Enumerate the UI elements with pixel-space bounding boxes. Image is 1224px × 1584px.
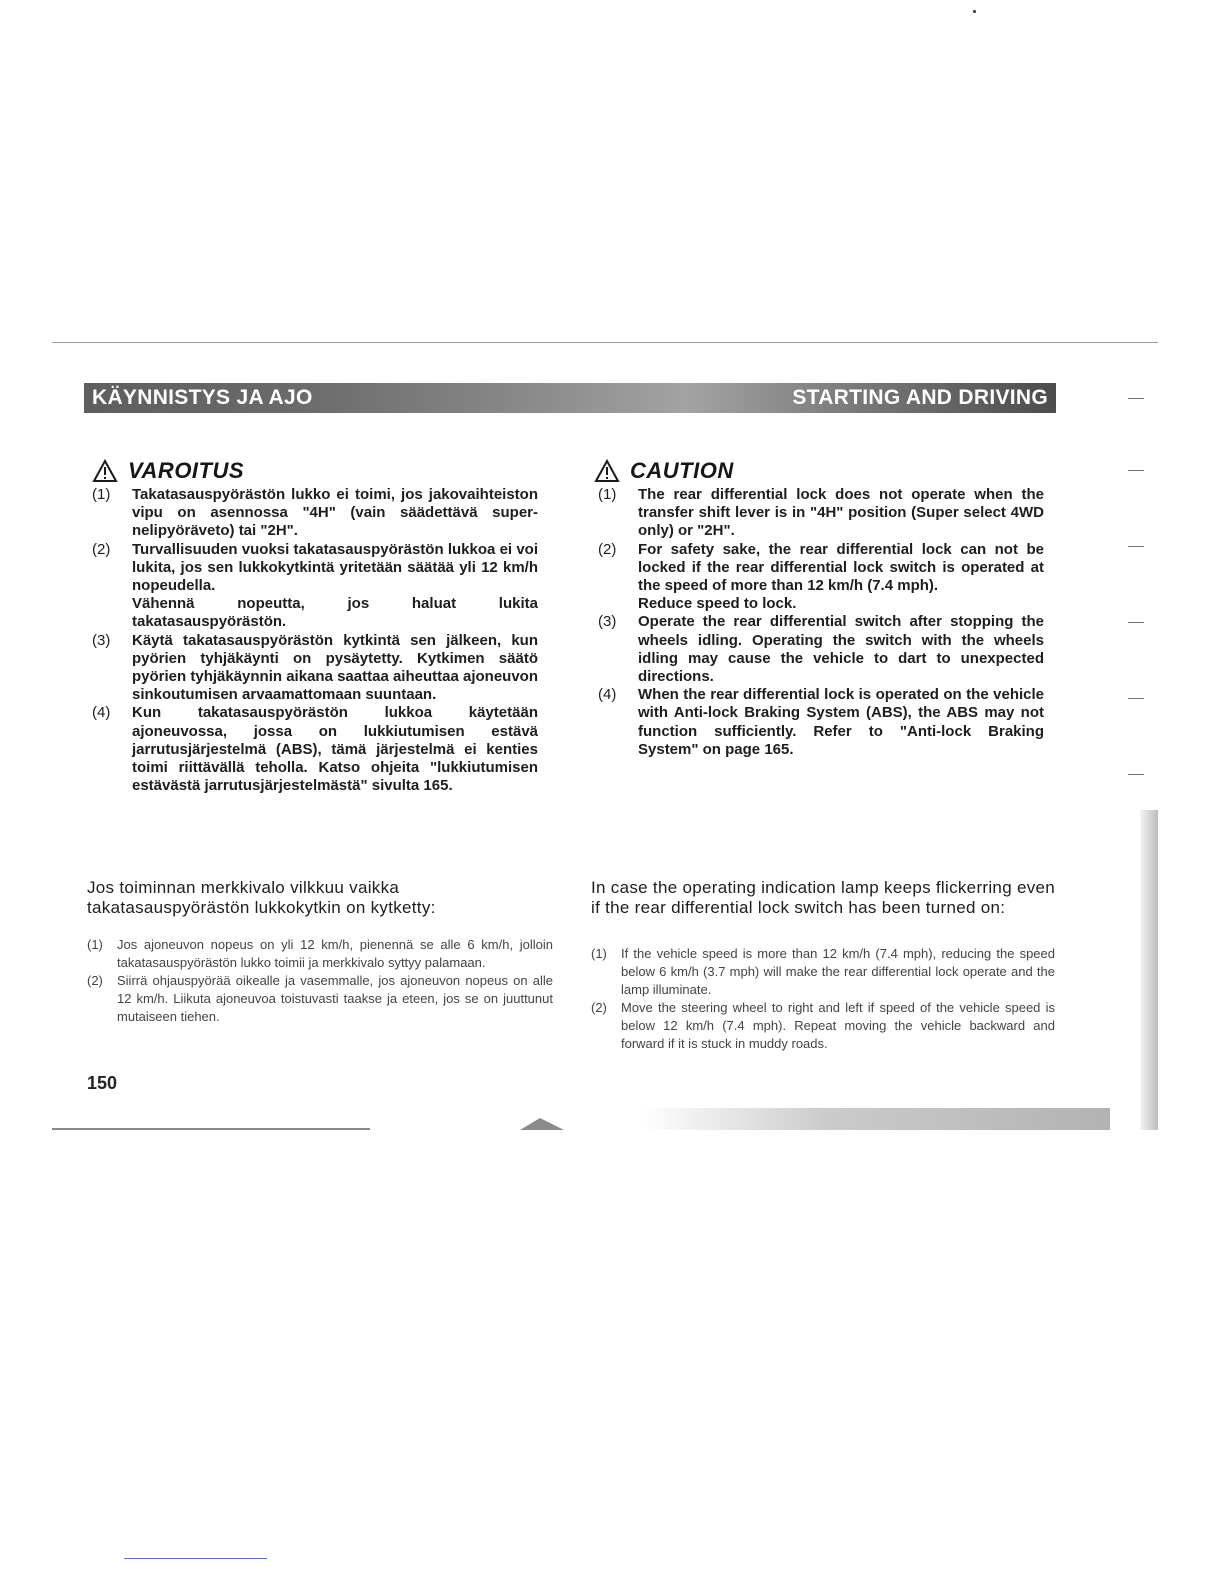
item-text: The rear differential lock does not operate when the transfer shift lever is in "4H" position (Super select 4WD only) or "2H".	[638, 486, 1044, 540]
tab-mark	[1128, 546, 1144, 547]
note-list-en	[591, 945, 1055, 1053]
page-number: 150	[87, 1073, 118, 1093]
blue-underline	[124, 1558, 267, 1559]
item-text: Operate the rear differential switch after stopping the wheels idling. Operating the switch with the wheels idling may cause the vehicle to dart to unexpected directions.	[638, 613, 1044, 686]
tab-mark	[1128, 622, 1144, 623]
tab-mark	[1128, 470, 1144, 471]
item-text: If the vehicle speed is more than 12 km/h (7.4 mph), reducing the speed below 6 km/h (3.7 mph) will make the rear differential lock operate and the lamp illuminate.	[621, 946, 1055, 997]
caution-title-text-en: CAUTION	[630, 458, 734, 483]
note-list-fi	[87, 936, 553, 1026]
section-header-band	[84, 383, 1056, 413]
tab-mark	[1128, 398, 1144, 399]
bottom-rule	[52, 1128, 370, 1130]
tab-mark	[1128, 698, 1144, 699]
item-extra-text: Vähennä nopeutta, jos haluat lukita takatasauspyörästön.	[132, 595, 538, 631]
warning-triangle-icon	[92, 459, 118, 483]
item-text-group	[638, 541, 1044, 614]
warning-list-fi	[92, 486, 538, 795]
list-item	[92, 632, 538, 705]
item-number: (2)	[87, 973, 103, 988]
section-title-fi: KÄYNNISTYS JA AJO	[92, 386, 313, 409]
warning-title-fi	[92, 458, 244, 484]
section-title-en: STARTING AND DRIVING	[792, 386, 1048, 409]
scan-shadow	[640, 1108, 1110, 1130]
list-item	[598, 486, 1044, 541]
note-heading-en: In case the operating indication lamp keeps flickerring even if the rear differential lock switch has been turned on:	[591, 878, 1056, 917]
item-text: When the rear differential lock is operated on the vehicle with Anti-lock Braking System (ABS), the ABS may not function sufficiently. Refer to "Anti-lock Braking System" on page 165.	[638, 686, 1044, 758]
tab-mark	[1128, 774, 1144, 775]
scan-mark-shape	[520, 1116, 564, 1130]
list-item	[591, 945, 1055, 999]
list-item	[87, 972, 553, 1026]
item-text-group	[132, 541, 538, 632]
item-number: (1)	[591, 946, 607, 961]
item-number: (1)	[598, 486, 617, 503]
page-edge-strip	[1140, 810, 1158, 1130]
item-number: (3)	[598, 613, 617, 631]
item-number: (4)	[598, 686, 617, 704]
item-number: (2)	[591, 1000, 607, 1015]
item-extra-text: Reduce speed to lock.	[638, 595, 797, 613]
list-item	[598, 541, 1044, 614]
item-text: Jos ajoneuvon nopeus on yli 12 km/h, pienennä se alle 6 km/h, jolloin takatasauspyörästön lukko toimii ja merkkivalo syttyy palamaan.	[117, 937, 553, 970]
warning-title-text-fi: VAROITUS	[128, 458, 245, 483]
list-item	[87, 936, 553, 972]
caution-title-en	[594, 458, 734, 484]
top-rule	[52, 342, 1158, 343]
list-item	[92, 541, 538, 632]
list-item	[598, 613, 1044, 686]
item-text: Turvallisuuden vuoksi takatasauspyörästön lukkoa ei voi lukita, jos sen lukkokytkintä yritetään säätää yli 12 km/h nopeudella.	[132, 540, 538, 595]
item-text: Siirrä ohjauspyörää oikealle ja vasemmalle, jos ajoneuvon nopeus on alle 12 km/h. Liikuta ajoneuvoa toistuvasti taakse ja eteen, jos se on juuttunut mutaiseen tiehen.	[117, 973, 553, 1024]
list-item	[598, 686, 1044, 759]
item-text: Move the steering wheel to right and left if speed of the vehicle speed is below 12 km/h (7.4 mph). Repeat moving the vehicle backward and forward if it is stuck in muddy roads.	[621, 1000, 1055, 1051]
item-text: For safety sake, the rear differential lock can not be locked if the rear differential lock switch is operated at the speed of more than 12 km/h (7.4 mph).	[638, 540, 1044, 595]
item-number: (1)	[92, 486, 111, 503]
item-number: (2)	[92, 540, 111, 558]
item-number: (4)	[92, 704, 111, 722]
list-item	[92, 704, 538, 795]
item-text: Takatasauspyörästön lukko ei toimi, jos jakovaihteiston vipu on asennossa "4H" (vain säädettävä super-nelipyöräveto) tai "2H".	[132, 486, 538, 540]
item-text: Käytä takatasauspyörästön kytkintä sen jälkeen, kun pyörien tyhjäkäynti on pysäytetty. Kytkimen säätö pyörien tyhjäkäynnin aikana saattaa aiheuttaa ajoneuvon sinkoutumisen arvaamattomaan suuntaan.	[132, 631, 538, 704]
list-item	[92, 486, 538, 541]
item-number: (1)	[87, 937, 103, 952]
item-number: (2)	[598, 540, 617, 558]
note-heading-fi: Jos toiminnan merkkivalo vilkkuu vaikka takatasauspyörästön lukkokytkin on kytketty:	[87, 878, 436, 917]
caution-list-en	[598, 486, 1044, 759]
warning-triangle-icon	[594, 459, 620, 483]
scan-dot	[973, 10, 976, 13]
list-item	[591, 999, 1055, 1053]
item-text: Kun takatasauspyörästön lukkoa käytetään ajoneuvossa, jossa on lukkiutumisen estävä jarrutusjärjestelmä (ABS), tämä järjestelmä ei kenties toimi riittävällä teholla. Katso ohjeita "lukkiutumisen estävästä jarrutusjärjestelmästä" sivulta 165.	[132, 704, 538, 795]
item-number: (3)	[92, 631, 111, 649]
